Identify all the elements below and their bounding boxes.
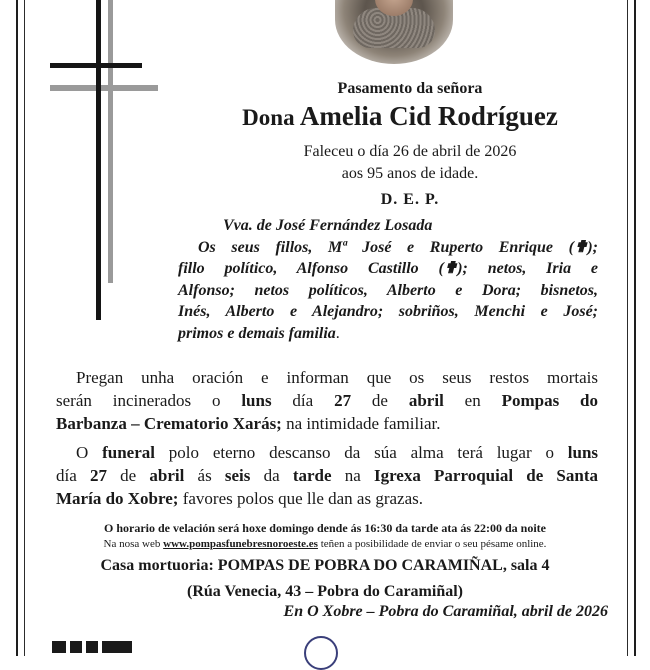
place-date: En O Xobre – Pobra do Caramiñal, abril de 2026 <box>283 603 608 620</box>
deceased-name: Dona Amelia Cid Rodríguez <box>242 101 558 131</box>
cross-grey-horizontal <box>50 85 158 91</box>
notice-paragraph-2: O funeral polo eterno descanso da súa alma terá lugar o luns día 27 de abril ás seis da tarde na Igrexa Parroquial de Santa María do Xobre; favores polos que lle dan as grazas. <box>56 443 599 508</box>
family-line: Inés, Alberto e Alejandro; sobriños, Menchi e José; <box>178 303 598 320</box>
emblem-icon <box>304 636 338 670</box>
intro-line: Pasamento da señora <box>337 80 483 97</box>
family-line: Os seus fillos, Mª José e Ruperto Enrique (✟); <box>198 238 598 256</box>
age-line: aos 95 anos de idade. <box>341 165 479 182</box>
cross-dark-vertical <box>96 0 101 320</box>
family-line: Alfonso; netos políticos, Alberto e Dora; bisnetos, <box>178 281 598 299</box>
company-logo-icon <box>52 641 132 653</box>
website-link[interactable]: www.pompasfunebresnoroeste.es <box>163 538 318 550</box>
web-notice: Na nosa web www.pompasfunebresnoroeste.es teñen a posibilidade de enviar o seu pésame online. <box>103 538 547 550</box>
family-list <box>178 215 598 344</box>
funeral-home-address: (Rúa Venecia, 43 – Pobra do Caramiñal) <box>187 583 463 600</box>
family-line: primos e demais familia. <box>178 324 340 342</box>
notice-paragraph-1: Pregan unha oración e informan que os seus restos mortais serán incinerados o luns día 27 de abril en Pompas do Barbanza – Crematorio Xarás; na intimidade familiar. <box>56 368 599 433</box>
funeral-home: Casa mortuoria: POMPAS DE POBRA DO CARAMIÑAL, sala 4 <box>100 557 550 574</box>
cross-grey-vertical <box>108 0 113 283</box>
vigil-schedule: O horario de velación será hoxe domingo dende ás 16:30 da tarde ata ás 22:00 da noite <box>104 521 546 535</box>
family-line: fillo político, Alfonso Castillo (✟); netos, Iria e <box>178 260 598 277</box>
family-line: Vva. de José Fernández Losada <box>223 217 433 234</box>
rip-line: D. E. P. <box>380 191 440 208</box>
death-date: Faleceu o día 26 de abril de 2026 <box>303 143 517 160</box>
